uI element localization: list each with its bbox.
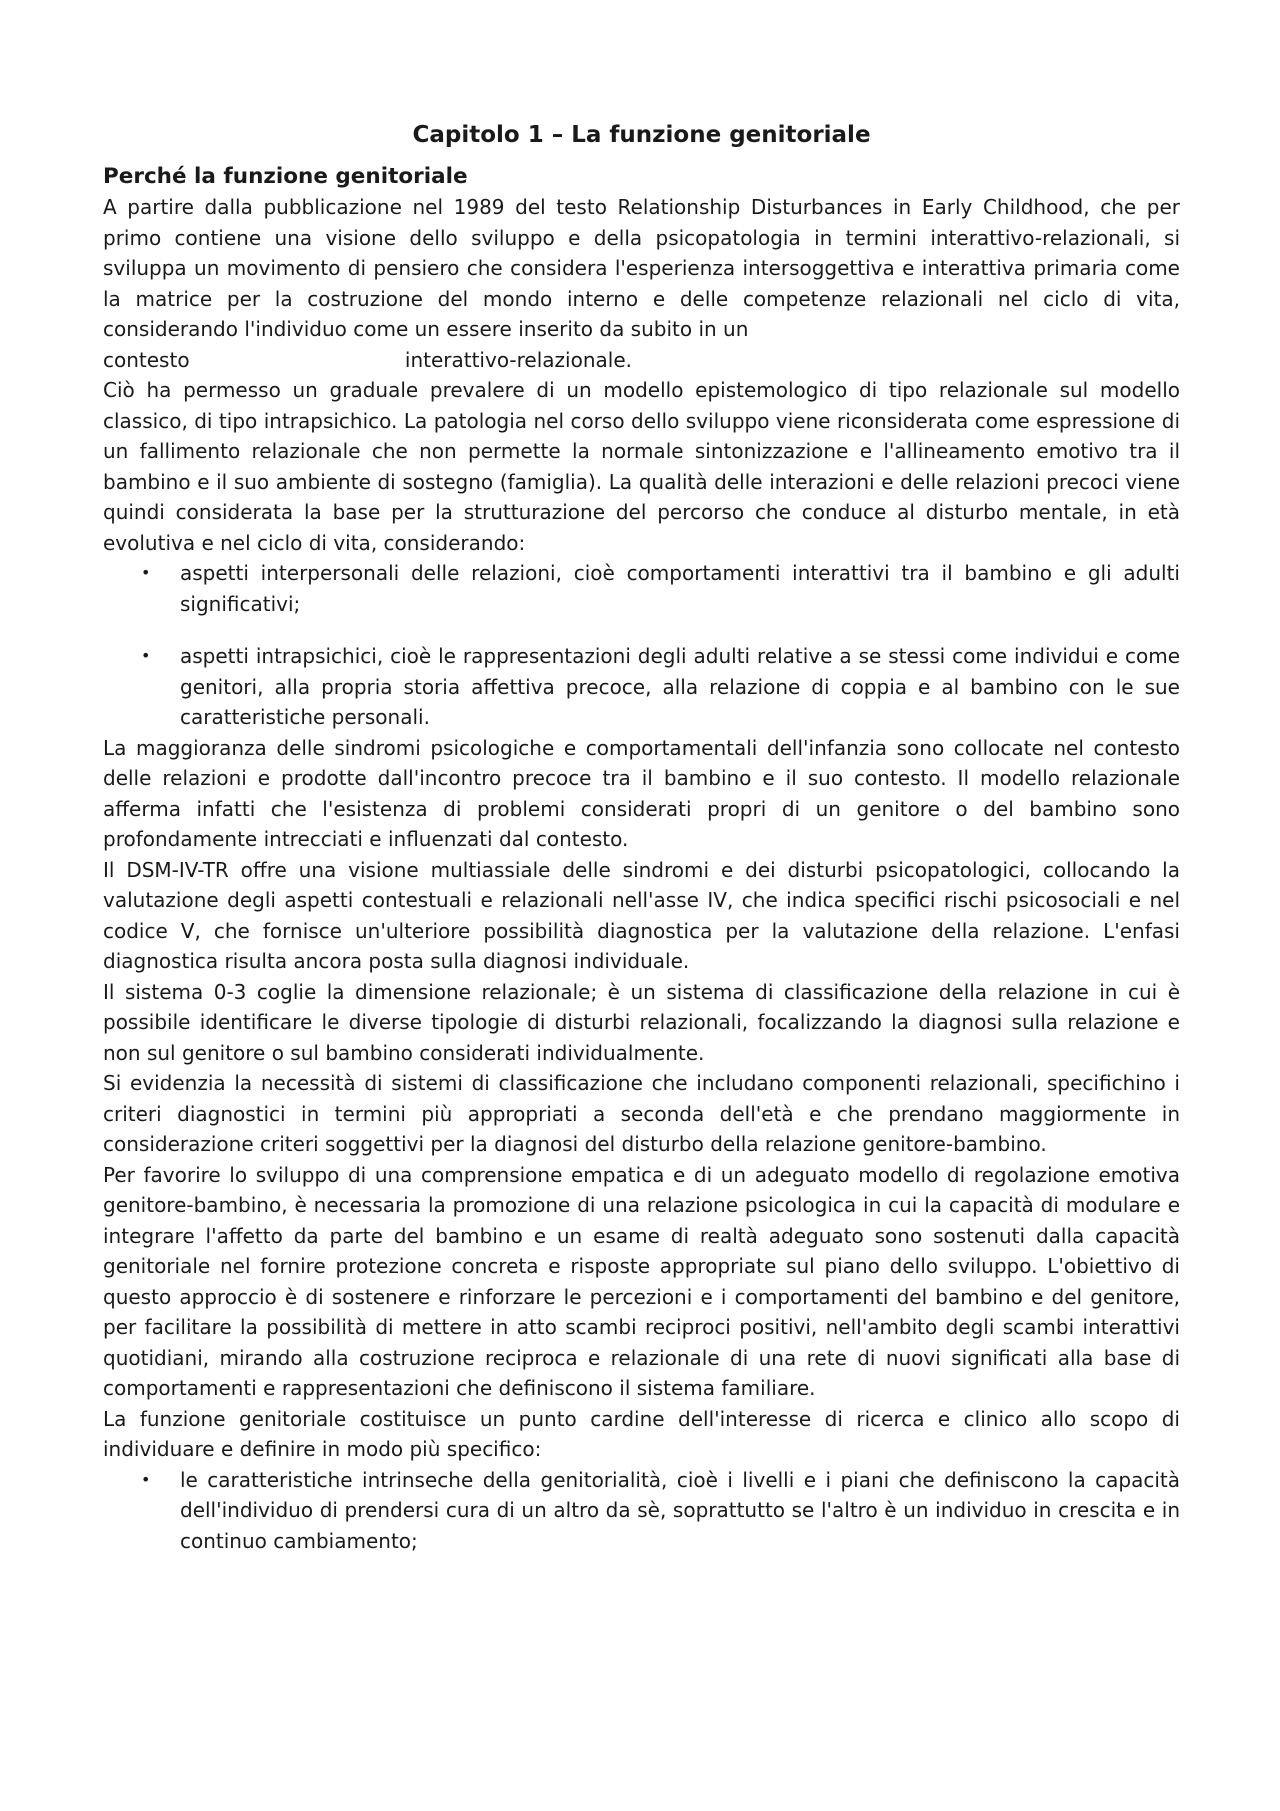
section-heading: Perché la funzione genitoriale — [103, 164, 468, 189]
list-item-text: aspetti intrapsichici, cioè le rappresentazioni degli adulti relative a se stessi come individui e come genitori, alla propria storia affettiva precoce, alla relazione di coppia e al bambino con le sue caratteristiche personali. — [180, 644, 1180, 729]
paragraph-4: Il DSM-IV-TR offre una visione multiassiale delle sindromi e dei disturbi psicopatologici, collocando la valutazione degli aspetti contestuali e relazionali nell'asse IV, che indica specifici rischi psicosociali e nel codice V, che fornisce un'ulteriore possibilità diagnostica per la valutazione della relazione. L'enfasi diagnostica risulta ancora posta sulla diagnosi individuale. — [103, 857, 1180, 973]
bullet-icon: • — [141, 1469, 151, 1489]
list-item — [103, 641, 1180, 733]
list-item — [103, 1465, 1180, 1557]
paragraph-6: Si evidenzia la necessità di sistemi di classificazione che includano componenti relazionali, specifichino i criteri diagnostici in termini più appropriati a seconda dell'età e che prendano maggiormente in considerazione criteri soggettivi per la diagnosi del disturbo della relazione genitore-bambino. — [103, 1071, 1180, 1156]
paragraph-1-tail — [103, 345, 1180, 376]
list-item-text: aspetti interpersonali delle relazioni, cioè comportamenti interattivi tra il bambino e gli adulti significativi; — [180, 561, 1180, 616]
paragraph-3: La maggioranza delle sindromi psicologiche e comportamentali dell'infanzia sono collocate nel contesto delle relazioni e prodotte dall'incontro precoce tra il bambino e il suo contesto. Il modello relazionale afferma infatti che l'esistenza di problemi considerati propri di un genitore o del bambino sono profondamente intrecciati e influenzati dal contesto. — [103, 735, 1180, 851]
paragraph-8: La funzione genitoriale costituisce un punto cardine dell'interesse di ricerca e clinico allo scopo di individuare e definire in modo più specifico: — [103, 1406, 1180, 1461]
chapter-title: Capitolo 1 – La funzione genitoriale — [412, 122, 871, 148]
paragraph-5: Il sistema 0-3 coglie la dimensione relazionale; è un sistema di classificazione della relazione in cui è possibile identificare le diverse tipologie di disturbi relazionali, focalizzando la diagnosi sulla relazione e non sul genitore o sul bambino considerati individualmente. — [103, 979, 1180, 1065]
paragraph-7: Per favorire lo sviluppo di una comprensione empatica e di un adeguato modello di regolazione emotiva genitore-bambino, è necessaria la promozione di una relazione psicologica in cui la capacità di modulare e integrare l'affetto da parte del bambino e un esame di realtà adeguato sono sostenuti dalla capacità genitoriale nel fornire protezione concreta e risposte appropriate sul piano dello sviluppo. L'obiettivo di questo approccio è di sostenere e rinforzare le percezioni e i comportamenti del bambino e del genitore, per facilitare la possibilità di mettere in atto scambi reciproci positivi, nell'ambito degli scambi interattivi quotidiani, mirando alla costruzione reciproca e relazionale di una rete di nuovi significati alla base di comportamenti e rappresentazioni che definiscono il sistema familiare. — [103, 1162, 1180, 1400]
bullet-list-1 — [103, 558, 1180, 733]
bullet-list-2 — [103, 1465, 1180, 1557]
list-spacer — [103, 619, 1180, 641]
paragraph-1-tail-right: interattivo-relazionale. — [404, 347, 632, 372]
bullet-icon: • — [141, 646, 151, 665]
paragraph-1: A partire dalla pubblicazione nel 1989 del testo Relationship Disturbances in Early Childhood, che per primo contiene una visione dello sviluppo e della psicopatologia in termini interattivo-relazionali, si sviluppa un movimento di pensiero che considera l'esperienza intersoggettiva e interattiva primaria come la matrice per la costruzione del mondo interno e delle competenze relazionali nel ciclo di vita, considerando l'individuo come un essere inserito da subito in un — [103, 195, 1180, 341]
paragraph-1-tail-left: contesto — [103, 347, 190, 372]
document-page — [103, 118, 1180, 1556]
paragraph-2: Ciò ha permesso un graduale prevalere di un modello epistemologico di tipo relazionale sul modello classico, di tipo intrapsichico. La patologia nel corso dello sviluppo viene riconsiderata come espressione di un fallimento relazionale che non permette la normale sintonizzazione e l'allineamento emotivo tra il bambino e il suo ambiente di sostegno (famiglia). La qualità delle interazioni e delle relazioni precoci viene quindi considerata la base per la strutturazione del percorso che conduce al disturbo mentale, in età evolutiva e nel ciclo di vita, considerando: — [103, 378, 1180, 555]
list-item-text: le caratteristiche intrinseche della genitorialità, cioè i livelli e i piani che definiscono la capacità dell'individuo di prendersi cura di un altro da sè, soprattutto se l'altro è un individuo in crescita e in continuo cambiamento; — [180, 1467, 1180, 1553]
list-item — [103, 558, 1180, 619]
bullet-icon: • — [141, 563, 151, 582]
